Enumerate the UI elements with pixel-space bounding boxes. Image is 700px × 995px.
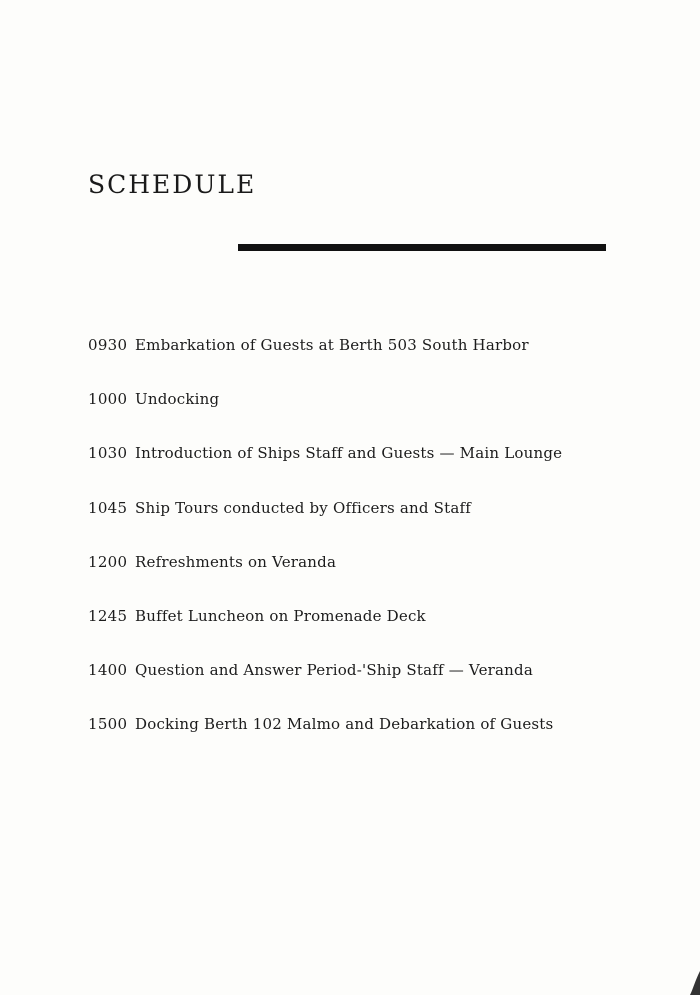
schedule-time: 1030: [88, 444, 128, 463]
page-title: SCHEDULE: [88, 170, 257, 199]
schedule-event: Ship Tours conducted by Officers and Staff: [135, 498, 471, 517]
schedule-event: Question and Answer Period-'Ship Staff — Veranda: [135, 661, 533, 680]
schedule-event: Refreshments on Veranda: [135, 552, 337, 571]
schedule-item: [88, 553, 668, 607]
schedule-time: 1500: [88, 715, 128, 734]
schedule-time: 1200: [88, 552, 128, 571]
schedule-event: Docking Berth 102 Malmo and Debarkation of Guests: [135, 715, 554, 734]
schedule-event: Embarkation of Guests at Berth 503 South Harbor: [135, 336, 529, 354]
page-corner-mark: [686, 971, 700, 995]
schedule-item: [88, 390, 668, 444]
schedule-time: 1045: [88, 498, 128, 517]
schedule-item: [88, 444, 668, 498]
schedule-event: Buffet Luncheon on Promenade Deck: [135, 606, 426, 625]
schedule-item: [88, 715, 668, 769]
schedule-time: 0930: [88, 336, 128, 354]
schedule-event: Undocking: [135, 390, 220, 409]
schedule-time: 1400: [88, 661, 128, 680]
schedule-item: [88, 499, 668, 553]
schedule-list: [88, 336, 668, 770]
schedule-item: [88, 661, 668, 715]
schedule-item: [88, 336, 668, 390]
schedule-event: Introduction of Ships Staff and Guests — Main Lounge: [135, 444, 563, 463]
schedule-time: 1000: [88, 390, 128, 409]
schedule-item: [88, 607, 668, 661]
heading-rule: [238, 244, 606, 251]
schedule-time: 1245: [88, 606, 128, 625]
